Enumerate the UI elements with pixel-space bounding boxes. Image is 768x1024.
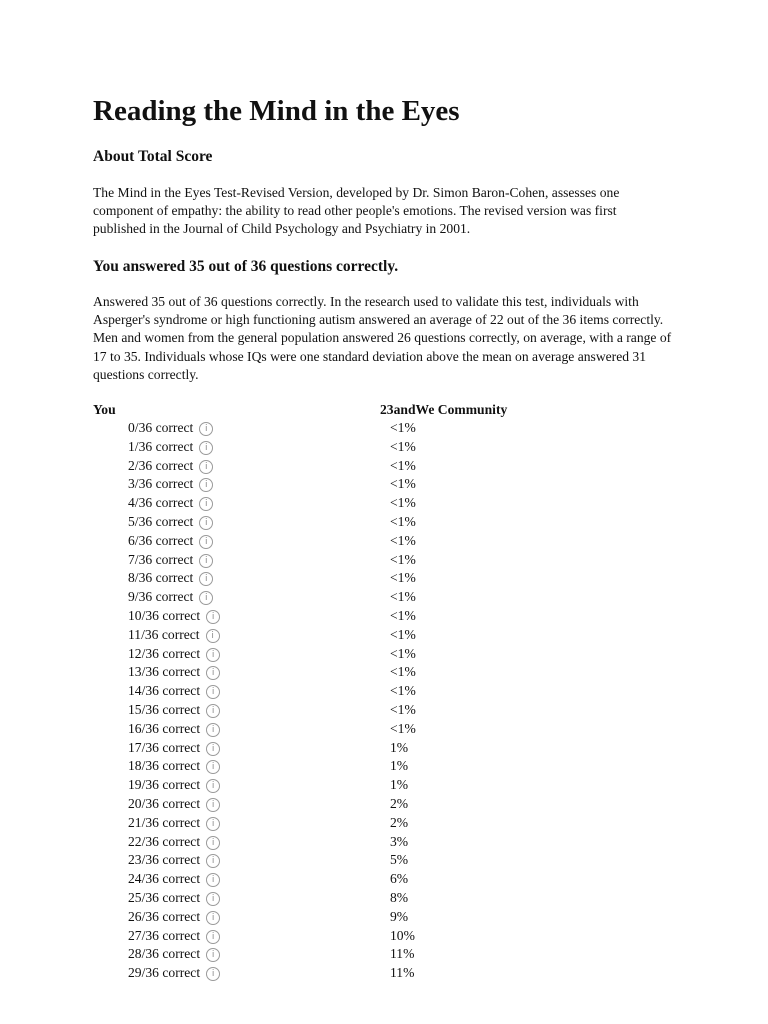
table-row [93, 682, 593, 701]
info-icon[interactable]: i [199, 497, 213, 511]
community-percent: 3% [390, 833, 409, 849]
score-text: 4/36 correct [128, 495, 194, 511]
info-icon[interactable]: i [206, 666, 220, 680]
score-text: 19/36 correct [128, 777, 201, 793]
community-percent: 2% [390, 814, 409, 830]
info-icon[interactable]: i [206, 610, 220, 624]
community-percent: 11% [390, 965, 415, 981]
community-percent: <1% [390, 513, 416, 529]
community-percent: <1% [390, 551, 416, 567]
table-row [93, 663, 593, 682]
info-icon[interactable]: i [206, 948, 220, 962]
table-row [93, 757, 593, 776]
table-row [93, 569, 593, 588]
score-label [128, 532, 213, 551]
info-icon[interactable]: i [199, 478, 213, 492]
score-label [128, 438, 213, 457]
score-label [128, 757, 220, 776]
info-icon[interactable]: i [206, 892, 220, 906]
community-percent: <1% [390, 457, 416, 473]
table-row [93, 964, 593, 983]
result-paragraph: Answered 35 out of 36 questions correctly. In the research used to validate this test, individuals with Asperger's syndrome or high functioning autism answered an average of 22 out of the 36 items correctly. Men and women from the general population answered 26 questions correctly, on average, with a range of 17 to 35. Individuals whose IQs were one standard deviation above the mean on average answered 31 questions correctly. [93, 294, 672, 382]
score-text: 11/36 correct [128, 626, 200, 642]
score-label [128, 945, 220, 964]
table-row [93, 626, 593, 645]
info-icon[interactable]: i [199, 422, 213, 436]
column-header-you: You [93, 402, 116, 417]
info-icon[interactable]: i [206, 779, 220, 793]
info-icon[interactable]: i [206, 798, 220, 812]
community-percent: 8% [390, 889, 409, 905]
table-row [93, 720, 593, 739]
score-label [128, 776, 220, 795]
info-icon[interactable]: i [206, 629, 220, 643]
score-text: 28/36 correct [128, 946, 201, 962]
table-row [93, 908, 593, 927]
table-row [93, 513, 593, 532]
community-percent: <1% [390, 645, 416, 661]
score-label [128, 569, 213, 588]
community-percent: <1% [390, 495, 416, 511]
score-text: 29/36 correct [128, 965, 201, 981]
score-text: 10/36 correct [128, 607, 201, 623]
info-icon[interactable]: i [199, 572, 213, 586]
community-percent: 2% [390, 795, 409, 811]
score-label [128, 645, 220, 664]
info-icon[interactable]: i [206, 817, 220, 831]
community-percent: 10% [390, 927, 415, 943]
info-icon[interactable]: i [206, 685, 220, 699]
info-icon[interactable]: i [206, 836, 220, 850]
section-subtitle: About Total Score [93, 148, 213, 165]
community-percent: <1% [390, 476, 416, 492]
table-row [93, 607, 593, 626]
table-row [93, 795, 593, 814]
score-text: 24/36 correct [128, 871, 201, 887]
score-text: 26/36 correct [128, 908, 201, 924]
table-row [93, 927, 593, 946]
score-label [128, 870, 220, 889]
score-label [128, 739, 220, 758]
score-text: 27/36 correct [128, 927, 201, 943]
community-percent: <1% [390, 589, 416, 605]
info-icon[interactable]: i [199, 460, 213, 474]
score-label [128, 964, 220, 983]
score-label [128, 475, 213, 494]
score-label [128, 720, 220, 739]
score-text: 14/36 correct [128, 683, 201, 699]
table-row [93, 532, 593, 551]
score-text: 22/36 correct [128, 833, 201, 849]
table-row [93, 457, 593, 476]
score-label [128, 607, 220, 626]
score-text: 7/36 correct [128, 551, 194, 567]
community-percent: <1% [390, 438, 416, 454]
community-percent: <1% [390, 720, 416, 736]
result-heading: You answered 35 out of 36 questions correctly. [93, 258, 399, 275]
score-text: 25/36 correct [128, 889, 201, 905]
table-row [93, 475, 593, 494]
score-text: 12/36 correct [128, 645, 201, 661]
community-percent: 1% [390, 777, 409, 793]
community-percent: 11% [390, 946, 415, 962]
table-row [93, 776, 593, 795]
info-icon[interactable]: i [206, 911, 220, 925]
info-icon[interactable]: i [199, 591, 213, 605]
info-icon[interactable]: i [206, 648, 220, 662]
table-row [93, 645, 593, 664]
score-text: 6/36 correct [128, 532, 194, 548]
score-label [128, 927, 220, 946]
score-distribution-table [93, 419, 593, 983]
score-text: 18/36 correct [128, 758, 201, 774]
intro-paragraph: The Mind in the Eyes Test-Revised Version, developed by Dr. Simon Baron-Cohen, assesses one component of empathy: the ability to read other people's emotions. The revised version was first published in the Journal of Child Psychology and Psychiatry in 2001. [93, 185, 620, 236]
info-icon[interactable]: i [206, 742, 220, 756]
table-row [93, 945, 593, 964]
table-row [93, 701, 593, 720]
table-row [93, 438, 593, 457]
community-percent: 5% [390, 852, 409, 868]
score-text: 21/36 correct [128, 814, 201, 830]
info-icon[interactable]: i [206, 854, 220, 868]
score-text: 23/36 correct [128, 852, 201, 868]
score-label [128, 889, 220, 908]
info-icon[interactable]: i [199, 554, 213, 568]
table-row [93, 851, 593, 870]
info-icon[interactable]: i [206, 967, 220, 981]
info-icon[interactable]: i [206, 760, 220, 774]
community-percent: <1% [390, 683, 416, 699]
info-icon[interactable]: i [206, 930, 220, 944]
score-text: 2/36 correct [128, 457, 194, 473]
table-row [93, 419, 593, 438]
community-percent: <1% [390, 532, 416, 548]
score-label [128, 551, 213, 570]
score-label [128, 814, 220, 833]
score-text: 20/36 correct [128, 795, 201, 811]
community-percent: 1% [390, 758, 409, 774]
community-percent: <1% [390, 570, 416, 586]
table-row [93, 494, 593, 513]
table-row [93, 814, 593, 833]
community-percent: 9% [390, 908, 409, 924]
community-percent: <1% [390, 626, 416, 642]
community-percent: <1% [390, 701, 416, 717]
table-row [93, 551, 593, 570]
info-icon[interactable]: i [206, 723, 220, 737]
score-label [128, 457, 213, 476]
score-text: 17/36 correct [128, 739, 201, 755]
score-text: 13/36 correct [128, 664, 201, 680]
table-row [93, 588, 593, 607]
community-percent: <1% [390, 420, 416, 435]
table-row [93, 833, 593, 852]
score-text: 0/36 correct [128, 420, 194, 435]
info-icon[interactable]: i [199, 441, 213, 455]
table-row [93, 870, 593, 889]
info-icon[interactable]: i [206, 704, 220, 718]
table-row [93, 739, 593, 758]
score-label [128, 663, 220, 682]
info-icon[interactable]: i [206, 873, 220, 887]
score-label [128, 908, 220, 927]
score-text: 16/36 correct [128, 720, 201, 736]
score-label [128, 833, 220, 852]
column-header-community: 23andWe Community [380, 402, 508, 417]
community-percent: <1% [390, 607, 416, 623]
score-label [128, 494, 213, 513]
page-title: Reading the Mind in the Eyes [93, 95, 460, 127]
score-label [128, 626, 220, 645]
score-text: 5/36 correct [128, 513, 194, 529]
score-text: 15/36 correct [128, 701, 201, 717]
score-label [128, 513, 213, 532]
score-label [128, 419, 213, 438]
community-percent: <1% [390, 664, 416, 680]
score-label [128, 795, 220, 814]
score-label [128, 851, 220, 870]
score-text: 3/36 correct [128, 476, 194, 492]
score-label [128, 682, 220, 701]
table-row [93, 889, 593, 908]
score-text: 1/36 correct [128, 438, 194, 454]
info-icon[interactable]: i [199, 516, 213, 530]
score-text: 9/36 correct [128, 589, 194, 605]
community-percent: 1% [390, 739, 409, 755]
community-percent: 6% [390, 871, 409, 887]
info-icon[interactable]: i [199, 535, 213, 549]
score-label [128, 701, 220, 720]
score-label [128, 588, 213, 607]
score-text: 8/36 correct [128, 570, 194, 586]
